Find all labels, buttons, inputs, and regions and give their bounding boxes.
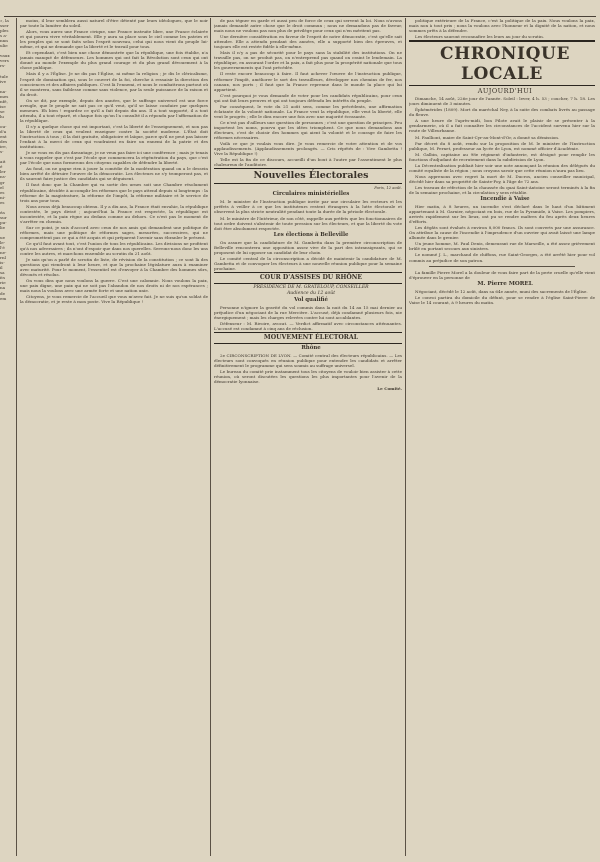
cut-line: gr (0, 179, 5, 185)
cut-line: na- (0, 88, 7, 94)
cour-assises (214, 272, 402, 331)
cut-line: il (0, 265, 3, 271)
nouvelles-electorales (214, 168, 402, 271)
cut-line: le- (0, 240, 6, 246)
cut-line: tule (0, 73, 9, 79)
paragraph: Une dernière considération en faveur de l'esprit de notre démocratie, c'est qu'elle sait attendre. Elle a attendu pendant des années, elle a supporté bien des épreuves, et toujours elle est restée fidèle à elle-même. (214, 34, 402, 50)
paragraph: M. le ministre de l'Intérieur, de son côté, rappelle aux préfets que les fonctionnaires de tout ordre doivent s'abstenir de toute pression sur les électeurs, et que la liberté du vote doit être absolument respectée. (214, 215, 402, 231)
cut-line: sa (0, 270, 5, 276)
cut-line: s- (0, 149, 4, 155)
paragraph: Alors, vous aurez une France civique, une France instruite libre, une France éclairée et qui pourra vivre véritablement. Elle y aura sa place sous le ciel comme les patries et les peuples qui se sont faits selon l'esprit nouveau, celui qui nous vient du peuple lui-même, et qui ne demande que la liberté et le travail pour tous. (20, 29, 208, 50)
cut-line: is- (0, 260, 5, 266)
dateline: Paris, 12 août. (374, 185, 402, 191)
page-header-rule (4, 2, 596, 17)
paragraph: Je ne vous en dis pas davantage, je ne veux pas faire ici une conférence ; mais je tenais à vous rappeler que c'est par l'école que commencera la régénération du pays, que c'est par l'école que nous formerons des citoyens capables de défendre la liberté. (20, 150, 208, 166)
paragraph: politique extérieure de la France, c'est la politique de la paix. Nous voulons la paix, mais non à tout prix ; nous la voulons avec l'honneur et la dignité de la nation, et nous sommes prêts à la défendre. (409, 18, 595, 34)
cut-line: lu (0, 113, 4, 119)
cut-line: nfé, (0, 98, 8, 104)
death-notice-details (409, 289, 595, 305)
paragraph: Et cependant, c'est bien une chose démontrée que la république, une fois établie, n'a jamais manqué de défenseurs. Les hommes qui ont fait la Révolution sont ceux qui ont donné au monde l'exemple du plus grand courage et du plus grand dévouement à la chose publique. (20, 50, 208, 71)
paragraph: Par conséquent, le vote du 21 août sera, comme les précédents, une affirmation éclatante de la volonté nationale. La France veut la république, elle veut la liberté, elle veut le progrès ; elle le dira encore une fois avec une majorité écrasante. (214, 103, 402, 119)
paragraph: Éphémérides (1809). Mort du maréchal Ney, à la suite des combats livrés au passage du fleuve. (409, 107, 595, 118)
column-article-left (20, 18, 208, 856)
paragraph: On assure que la candidature de M. Gambetta dans la première circonscription de Belleville rencontrera une opposition assez vive de la part des intransigeants, qui se proposent de lui opposer un candidat de leur choix. (214, 239, 402, 255)
paragraph: La famille Pierre Morel a la douleur de vous faire part de la perte cruelle qu'elle vient d'éprouver en la personne de (409, 269, 595, 280)
mouvement-electoral (214, 332, 402, 390)
section-subtitle: Circulaires ministérielles (272, 191, 350, 198)
paragraph: Un jeune homme, M. Paul Denis, demeurant rue de Marseille, a été assez grièvement brûlé en portant secours aux sinistres. (409, 241, 595, 252)
section-subtitle: Rhône (301, 345, 321, 352)
cut-line: rnl (0, 255, 6, 261)
paragraph: M. Faulliont, maire de Saint-Cyr-au-Mont-d'Or, a donné sa démission. (415, 134, 560, 140)
paragraph: Les électeurs sauront reconnaître les leurs au jour du scrutin. (415, 34, 545, 40)
paragraph: On vous dira que nous voulons la guerre. C'est une calomnie. Nous voulons la paix, une paix digne, une paix qui ne soit pas l'abandon de nos droits ni de nos espérances ; mais nous la voulons avec une armée forte et une nation unie. (20, 278, 208, 294)
cut-line: lie (0, 224, 6, 230)
chronique-top-text (409, 18, 595, 39)
cut-line: des (0, 139, 8, 145)
column-cut-left (0, 18, 14, 856)
cut-line: sser (0, 23, 9, 29)
cut-line: ns- (0, 174, 7, 180)
paragraph: moins, il leur semblera aussi naturel d'être détenté par leurs idéologues, que le noir par toute la lumière du soleil. (20, 18, 208, 29)
cut-line: ler (0, 169, 6, 175)
paragraph: Au fond, on ne gagne rien à jouer la comédie de la modération quand on a le dessein bien arrêté de détruire l'œuvre de la démocratie. Les électeurs ne s'y tromperont pas, et ils sauront faire justice des candidats qui se déguisent. (20, 166, 208, 182)
paragraph: C'est pourquoi je vous demande de voter pour les candidats républicains, pour ceux qui ont fait leurs preuves et qui ont toujours défendu les intérêts du peuple. (214, 92, 402, 103)
paragraph: Citoyens, je vous remercie de l'accueil que vous m'avez fait. Je ne suis qu'un soldat de la démocratie, et je reste à mon poste. Vive la République ! (20, 294, 208, 305)
death-notice (409, 270, 595, 280)
paragraph: Telle est la fin de ce discours, accueilli d'un bout à l'autre par l'assentiment le plus chaleureux de l'auditoire. (214, 157, 402, 168)
cut-line: es (0, 189, 5, 195)
paragraph: Négociant, décédé le 12 août, dans sa 64e année, muni des sacrements de l'Église. (415, 288, 588, 294)
paragraph: Ce qu'il faut avant tout, c'est l'union de tous les républicains. Les divisions ne profitent qu'à nos adversaires ; ils n'ont d'espoir que dans nos querelles. Serrons-nous donc les uns contre les autres, et marchons ensemble au scrutin du 21 août. (20, 240, 208, 257)
column-chronique (409, 18, 595, 856)
cut-line: de (0, 290, 6, 296)
cut-line: d'a (0, 129, 7, 135)
paragraph: Sur ce point, je suis d'accord avec ceux de nos amis qui demandent une politique de réformes, mais une politique de réformes sages, mesurées, successives, qui ne compromettent pas ce qui a été acquis et qui préparent l'avenir sans ébranler le présent. (20, 224, 208, 240)
cut-line: ni- (0, 194, 6, 200)
section-title: Nouvelles Électorales (214, 168, 402, 184)
cut-line: es (0, 199, 5, 205)
paragraph: On se dit, par exemple, depuis des années, que le suffrage universel est une force aveugle, que le peuple ne sait pas ce qu'il veut, qu'il se laisse conduire par quelques meneurs. Eh bien ! regardez ce qu'il a fait depuis dix ans. Il a tout supporté, il a tout attendu, il a tout réparé, et chaque fois qu'on l'a consulté il a répondu par l'affirmation de la république. (20, 97, 208, 123)
audience-date: Audience du 12 août (286, 290, 336, 296)
paragraph: Voilà ce que je voulais vous dire. Je vous remercie de votre attention et de vos applaudissements. (Applaudissements prolongés. — Cris répétés de : Vive Gambetta ! Vive la République !) (214, 141, 402, 157)
section-subtitle: Les élections à Belleville (273, 231, 349, 238)
cut-line: el (0, 184, 4, 190)
paragraph: Je sais qu'on a parlé de scrutin de liste, de révision de la constitution ; ce sont là des questions qui viendront à leur heure, et que la prochaine législature aura à examiner avec maturité. Pour le moment, l'essentiel est d'envoyer à la Chambre des hommes sûrs, dévoués et résolus. (20, 257, 208, 278)
cut-line: pu- (0, 219, 7, 225)
paragraph: La Décentralisation publiait hier soir une note annonçant la réunion des délégués du comité royaliste de la région ; nous croyons savoir que cette réunion n'aura pas lieu. (409, 162, 595, 173)
cut-line: éa (0, 209, 5, 215)
divider (429, 266, 575, 267)
paragraph: M. Galbin, capitaine au 98e régiment d'infanterie, est désigné pour remplir les fonctions d'adjudant de recrutement dans la subdivision de Lyon. (409, 151, 595, 162)
cut-line: ue (0, 235, 6, 241)
section-body (214, 199, 402, 230)
paragraph: Le comité central de la circonscription a décidé de maintenir la candidature de M. Gambetta et de convoquer les électeurs à une nouvelle réunion publique pour la semaine prochaine. (214, 255, 402, 271)
cut-line: rie (0, 280, 6, 286)
paragraph: Mais il y a l'Église. Je ne dis pas l'Église, ni même la religion ; je dis le cléricalisme, l'esprit de domination qui, sous le couvert de la foi, cherche à ressaisir la direction des consciences et des affaires publiques. C'est là l'ennemi, et nous le combattrons partout où il se montrera, sans faiblesse comme sans violence, par la seule puissance de la raison et du droit. (20, 71, 208, 97)
cut-line: se (0, 108, 5, 114)
chronique-locale-title: CHRONIQUE LOCALE (409, 40, 595, 86)
signature: Le Comité. (377, 385, 402, 391)
column-article-middle (214, 18, 402, 856)
paragraph: Mais il n'y a pas de sécurité pour le pays sans la stabilité des institutions. On ne travaille pas, on ne produit pas, on n'entreprend pas quand on craint le lendemain. La république, en assurant l'ordre et la paix, a fait plus pour la prospérité nationale que tous les gouvernements qui l'ont précédée. (214, 50, 402, 71)
paragraph: Dimanche, 14 août, 226e jour de l'année. Soleil : lever, 4 h. 53 ; coucher, 7 h. 18. Les jours diminuent de 3 minutes. (409, 96, 595, 107)
paragraph: Nous avons déjà beaucoup obtenu. Il y a dix ans, la France était envahie, la république contestée, le pays divisé ; aujourd'hui la France est respectée, la république est incontestée, et la paix règne au dedans comme au dehors. Ce n'est pas le moment de s'arrêter en chemin. (20, 203, 208, 224)
paragraph: Hier matin, à 8 heures, un incendie s'est déclaré dans le haut d'un bâtiment appartenant à M. Garnier, négociant en bois, rue de la Pyramide, à Vaise. Les pompiers, arrivés rapidement sur les lieux, ont pu se rendre maîtres du feu après deux heures d'efforts. (409, 204, 595, 225)
chronique-subtitle: AUJOURD'HUI (477, 87, 533, 96)
paragraph: Les travaux de réfection de la chaussée du quai Saint-Antoine seront terminés à la fin de la semaine prochaine, et la circulation y sera rétablie. (409, 184, 595, 195)
paragraph: Par décret du 8 août, rendu sur la proposition de M. le ministre de l'Instruction publique, M. Pernet, professeur au lycée de Lyon, est nommé officier d'Académie. (409, 140, 595, 151)
section-title: COUR D'ASSISES DU RHÔNE (214, 272, 402, 284)
section-title: MOUVEMENT ÉLECTORAL (214, 332, 402, 344)
cut-line: ive (0, 78, 7, 84)
paragraph: Les dégâts sont évalués à environ 8,000 francs. Ils sont couverts par une assurance. On attribue la cause de l'incendie à l'imprudence d'un ouvrier qui avait laissé une lampe allumée dans le grenier. (409, 225, 595, 241)
cut-line: sur (0, 214, 7, 220)
cut-line: ire, (0, 144, 7, 150)
deceased-name: M. Pierre MOREL (477, 280, 533, 287)
paragraph: Le nommé J. L., marchand de chiffons, rue Saint-Georges, a été arrêté hier pour vol commis au préjudice de son patron. (409, 252, 595, 263)
cut-line: vaux (0, 53, 10, 59)
section-subtitle: Incendie à Vaise (480, 196, 530, 203)
paragraph: Le bureau du comité prie instamment tous les citoyens de vouloir bien assister à cette réunion, où seront discutées les questions les plus importantes pour l'avenir de la démocratie lyonnaise. (214, 369, 402, 385)
paragraph: Le convoi partira du domicile du défunt, pour se rendre à l'église Saint-Pierre de Vaise le 14 courant, à 9 heures du matin. (409, 294, 595, 305)
paragraph: Personne n'ignore la gravité du vol commis dans la nuit du 14 au 15 mai dernier au préjudice d'un négociant de la rue Mercière. L'accusé, déjà condamné plusieurs fois, nie énergiquement ; mais les charges relevées contre lui sont accablantes. (214, 305, 402, 321)
chronique-body (409, 96, 595, 195)
section-body (214, 305, 402, 331)
cut-line: », la (0, 18, 9, 23)
cut-line: na (0, 285, 6, 291)
paragraph: A une heure de l'après-midi, bon Pilote avait le plaisir de se présenter à la gendarmerie, où il a fait connaître les circonstances de l'accident survenu hier sur la route de Villeurbanne. (409, 118, 595, 134)
paragraph: Il faut donc que la Chambre qui va sortir des urnes soit une Chambre résolument républicaine, décidée à accomplir les réformes que le pays attend depuis si longtemps : la réforme de la magistrature, la réforme de l'impôt, la réforme militaire et le service de trois ans pour tous. (20, 182, 208, 203)
column-rule (405, 18, 406, 856)
cut-line: vers (0, 58, 9, 64)
paragraph: Défenseur : M. Rivoire, avocat. — Verdict affirmatif avec circonstances atténuantes. L'accusé est condamné à cinq ans de réclusion. (214, 321, 402, 332)
paragraph: Il s'y a quelque chose qui est important, c'est la liberté de l'enseignement, et non pas la liberté de ceux qui veulent enseigner contre la société moderne. L'État doit l'instruction à tous ; il la doit gratuite, obligatoire et laïque, parce qu'il ne peut pas laisser l'enfant à la merci de ceux qui voudraient en faire un ennemi de la patrie et des institutions. (20, 123, 208, 150)
middle-article-body (214, 18, 402, 167)
cut-line: ait (0, 159, 6, 165)
column-rule (210, 18, 211, 856)
section-body (214, 353, 402, 384)
cut-line: nnn (0, 38, 8, 44)
presidence: PRÉSIDENCE DE M. GRATELOUP, CONSEILLER (253, 284, 369, 290)
section-subtitle: Vol qualifié (294, 297, 328, 304)
cut-line: ent (0, 134, 7, 140)
cut-line: mes (0, 93, 9, 99)
incendie-body (409, 204, 595, 263)
cut-line: em (0, 295, 7, 301)
paragraph: 2e CIRCONSCRIPTION DE LYON. — Comité central des électeurs républicains. — Les électeurs sont convoqués en réunion publique pour entendre les candidats et arrêter définitivement le programme qui sera soumis au suffrage universel. (214, 353, 402, 369)
cut-line: l'é (0, 245, 5, 251)
cut-line: é (0, 164, 3, 170)
paragraph: Il reste encore beaucoup à faire. Il faut achever l'œuvre de l'instruction publique, réformer l'impôt, améliorer le sort des travailleurs, développer nos chemins de fer, nos canaux, nos ports ; il faut que la France reprenne dans le monde la place qui lui appartient. (214, 71, 402, 92)
cut-line: ou- (0, 123, 7, 129)
paragraph: de pas tégner en garde et aussi peu de force de ceux qui servent la loi. Nous n'avons jamais demandé autre chose que le droit commun ; nous ne demandons pas de faveur, mais nous ne voulons pas non plus de privilège pour ceux qui n'en méritent pas. (214, 18, 402, 34)
section-body (214, 240, 402, 271)
paragraph: Ce n'est pas d'ailleurs une question de personnes ; c'est une question de principes. Peu importent les noms, pourvu que les idées triomphent. Ce que nous demandons aux électeurs, c'est de choisir des hommes qui aient la volonté et le courage de faire les réformes nécessaires. (214, 119, 402, 141)
cut-line: ulie (0, 43, 8, 49)
cut-line: s a- (0, 33, 8, 39)
column-rule (16, 18, 17, 856)
cut-line: ples (0, 28, 9, 34)
cut-line: rs- (0, 63, 6, 69)
cut-line: its (0, 275, 6, 281)
paragraph: M. le ministre de l'Instruction publique invite par une circulaire les recteurs et les préfets à veiller à ce que les instituteurs restent étrangers à la lutte électorale et observent la plus stricte neutralité pendant toute la durée de la période électorale. (214, 199, 402, 215)
cut-line: ise (0, 103, 6, 109)
paragraph: Nous apprenons avec regret la mort de M. Ducros, ancien conseiller municipal, décédé hier dans sa propriété de Sainte-Foy, à l'âge de 72 ans. (409, 173, 595, 184)
cut-line: ne- (0, 250, 7, 256)
